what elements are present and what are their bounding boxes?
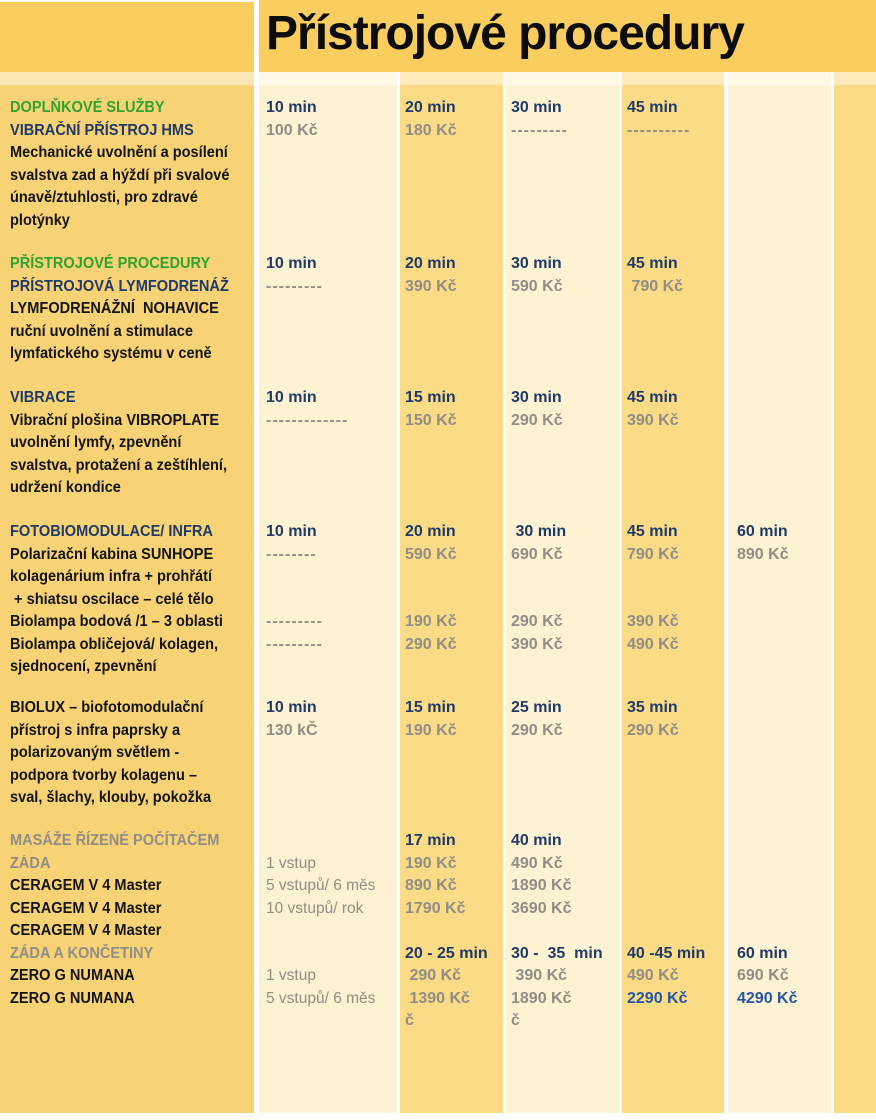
doplnkove-sluzby-description-line: plotýnky xyxy=(10,211,70,229)
vibrace-duration-cell: 30 min xyxy=(511,389,562,406)
pristrojove-procedury-duration-cell: 20 min xyxy=(405,255,456,272)
fotobiomodulace-infra-price-cell: 790 Kč xyxy=(627,545,679,563)
right-edge-column xyxy=(834,72,876,1113)
doplnkove-sluzby-section-title: DOPLŇKOVÉ SLUŽBY xyxy=(10,99,165,116)
masaze-rizene-pocitacem-price-cell: 1890 Kč xyxy=(511,989,572,1007)
pristrojove-procedury-price-cell: 390 Kč xyxy=(405,277,457,295)
doplnkove-sluzby-price-cell: 180 Kč xyxy=(405,121,457,139)
doplnkove-sluzby-description-line: únavě/ztuhlosti, pro zdravé xyxy=(10,189,198,206)
pristrojove-procedury-price-cell: 590 Kč xyxy=(511,277,563,295)
fotobiomodulace-infra-price-cell: 890 Kč xyxy=(737,545,789,563)
fotobiomodulace-infra-price-cell: 390 Kč xyxy=(627,613,679,630)
biolux-description-line: přístroj s infra paprsky a xyxy=(10,721,181,739)
vibrace-price-cell: 390 Kč xyxy=(627,411,679,429)
masaze-rizene-pocitacem-description-line: ZERO G NUMANA xyxy=(10,967,135,984)
masaze-rizene-pocitacem-entry-cell: 1 vstup xyxy=(266,967,316,984)
vibrace-duration-cell: 15 min xyxy=(405,389,456,406)
fotobiomodulace-infra-price-cell: -------- xyxy=(266,545,317,563)
pristrojove-procedury-price-cell: --------- xyxy=(266,277,323,295)
fotobiomodulace-infra-description-line: + shiatsu oscilace – celé tělo xyxy=(10,590,214,608)
masaze-rizene-pocitacem-price-cell: č xyxy=(511,1012,520,1029)
page-title: Přístrojové procedury xyxy=(266,7,744,60)
masaze-rizene-pocitacem-duration-cell: 40 -45 min xyxy=(627,944,706,962)
masaze-rizene-pocitacem-description-line: ZÁDA xyxy=(10,854,51,872)
vibrace-description-line: Vibrační plošina VIBROPLATE xyxy=(10,411,220,429)
vibrace-description-line: svalstva, protažení a zeštíhlení, xyxy=(10,456,228,474)
masaze-rizene-pocitacem-entry-cell: 10 vstupů/ rok xyxy=(266,899,364,917)
vibrace-price-cell: ------------- xyxy=(266,411,349,429)
masaze-rizene-pocitacem-price-cell: 4290 Kč xyxy=(737,989,798,1007)
fotobiomodulace-infra-duration-cell: 20 min xyxy=(405,523,456,540)
fotobiomodulace-infra-duration-cell: 45 min xyxy=(627,523,678,540)
biolux-price-cell: 130 kČ xyxy=(266,721,318,739)
pristrojove-procedury-description-line: ruční uvolnění a stimulace xyxy=(10,322,193,340)
fotobiomodulace-infra-description-line: sjednocení, zpevnění xyxy=(10,658,157,675)
masaze-rizene-pocitacem-price-cell: 890 Kč xyxy=(405,877,457,894)
masaze-rizene-pocitacem-price-cell: 490 Kč xyxy=(627,967,679,984)
pristrojove-procedury-description-line: lymfatického systému v ceně xyxy=(10,345,212,362)
pristrojove-procedury-description-line: LYMFODRENÁŽNÍ NOHAVICE xyxy=(10,300,219,317)
pristrojove-procedury-duration-cell: 10 min xyxy=(266,255,317,272)
pristrojove-procedury-section-title: PŘÍSTROJOVÉ PROCEDURY xyxy=(10,255,211,272)
masaze-rizene-pocitacem-price-cell: 390 Kč xyxy=(511,967,568,984)
price-column-1 xyxy=(259,72,397,1113)
masaze-rizene-pocitacem-description-line: CERAGEM V 4 Master xyxy=(10,922,162,939)
masaze-rizene-pocitacem-description-line: ZÁDA A KONČETINY xyxy=(10,944,154,962)
biolux-section-title: BIOLUX – biofotomodulační xyxy=(10,699,204,716)
masaze-rizene-pocitacem-entry-cell: 5 vstupů/ 6 měs xyxy=(266,877,376,894)
biolux-duration-cell: 15 min xyxy=(405,699,456,716)
doplnkove-sluzby-duration-cell: 20 min xyxy=(405,99,456,116)
biolux-description-line: podpora tvorby kolagenu – xyxy=(10,766,198,784)
doplnkove-sluzby-price-cell: --------- xyxy=(511,121,568,139)
biolux-price-cell: 290 Kč xyxy=(627,721,679,739)
fotobiomodulace-infra-description-line: kolagenárium infra + prohřátí xyxy=(10,568,213,585)
masaze-rizene-pocitacem-entry-cell: 5 vstupů/ 6 měs xyxy=(266,989,376,1007)
pristrojove-procedury-price-cell: 790 Kč xyxy=(627,277,684,295)
doplnkove-sluzby-duration-cell: 45 min xyxy=(627,99,678,116)
fotobiomodulace-infra-section-title: FOTOBIOMODULACE/ INFRA xyxy=(10,523,213,540)
fotobiomodulace-infra-price-cell: 690 Kč xyxy=(511,545,563,563)
fotobiomodulace-infra-price-cell: 290 Kč xyxy=(405,635,457,653)
biolux-description-line: polarizovaným světlem - xyxy=(10,744,180,761)
biolux-duration-cell: 35 min xyxy=(627,699,678,716)
header-spacer-row xyxy=(0,72,876,85)
masaze-rizene-pocitacem-price-cell: č xyxy=(405,1012,414,1029)
masaze-rizene-pocitacem-duration-cell: 60 min xyxy=(737,944,788,962)
biolux-description-line: sval, šlachy, klouby, pokožka xyxy=(10,789,212,806)
masaze-rizene-pocitacem-description-line: CERAGEM V 4 Master xyxy=(10,877,162,894)
vibrace-section-title: VIBRACE xyxy=(10,389,76,406)
doplnkove-sluzby-description-line: VIBRAČNÍ PŘÍSTROJ HMS xyxy=(10,121,194,139)
biolux-price-cell: 190 Kč xyxy=(405,721,457,739)
doplnkove-sluzby-duration-cell: 10 min xyxy=(266,99,317,116)
masaze-rizene-pocitacem-description-line: ZERO G NUMANA xyxy=(10,989,135,1007)
masaze-rizene-pocitacem-price-cell: 1890 Kč xyxy=(511,877,572,894)
doplnkove-sluzby-description-line: Mechanické uvolnění a posílení xyxy=(10,144,228,161)
masaze-rizene-pocitacem-price-cell: 490 Kč xyxy=(511,854,563,872)
masaze-rizene-pocitacem-description-line: CERAGEM V 4 Master xyxy=(10,899,162,917)
masaze-rizene-pocitacem-section-title: MASÁŽE ŘÍZENÉ POČÍTAČEM xyxy=(10,832,220,849)
fotobiomodulace-infra-description-line: Biolampa obličejová/ kolagen, xyxy=(10,635,219,653)
pristrojove-procedury-description-line: PŘÍSTROJOVÁ LYMFODRENÁŽ xyxy=(10,277,229,295)
biolux-duration-cell: 10 min xyxy=(266,699,317,716)
masaze-rizene-pocitacem-duration-cell: 40 min xyxy=(511,832,562,849)
masaze-rizene-pocitacem-price-cell: 2290 Kč xyxy=(627,989,688,1007)
doplnkove-sluzby-description-line: svalstva zad a hýždí při svalové xyxy=(10,166,230,184)
fotobiomodulace-infra-duration-cell: 30 min xyxy=(511,523,567,540)
pristrojove-procedury-duration-cell: 30 min xyxy=(511,255,562,272)
pristrojove-procedury-duration-cell: 45 min xyxy=(627,255,678,272)
masaze-rizene-pocitacem-price-cell: 290 Kč xyxy=(405,967,462,984)
fotobiomodulace-infra-duration-cell: 60 min xyxy=(737,523,788,540)
vibrace-description-line: udržení kondice xyxy=(10,479,121,496)
masaze-rizene-pocitacem-price-cell: 3690 Kč xyxy=(511,899,572,917)
doplnkove-sluzby-price-cell: 100 Kč xyxy=(266,121,318,139)
vibrace-duration-cell: 10 min xyxy=(266,389,317,406)
fotobiomodulace-infra-price-cell: 190 Kč xyxy=(405,613,457,630)
biolux-duration-cell: 25 min xyxy=(511,699,562,716)
vibrace-description-line: uvolnění lymfy, zpevnění xyxy=(10,434,182,451)
vibrace-price-cell: 290 Kč xyxy=(511,411,563,429)
fotobiomodulace-infra-price-cell: 390 Kč xyxy=(511,635,563,653)
fotobiomodulace-infra-price-cell: --------- xyxy=(266,613,323,630)
doplnkove-sluzby-duration-cell: 30 min xyxy=(511,99,562,116)
header-left-cell xyxy=(0,0,254,72)
fotobiomodulace-infra-price-cell: --------- xyxy=(266,635,323,653)
masaze-rizene-pocitacem-price-cell: 190 Kč xyxy=(405,854,457,872)
fotobiomodulace-infra-price-cell: 590 Kč xyxy=(405,545,457,563)
masaze-rizene-pocitacem-price-cell: 690 Kč xyxy=(737,967,789,984)
masaze-rizene-pocitacem-duration-cell: 20 - 25 min xyxy=(405,944,488,962)
vibrace-duration-cell: 45 min xyxy=(627,389,678,406)
fotobiomodulace-infra-price-cell: 490 Kč xyxy=(627,635,679,653)
fotobiomodulace-infra-duration-cell: 10 min xyxy=(266,523,317,540)
fotobiomodulace-infra-description-line: Biolampa bodová /1 – 3 oblasti xyxy=(10,613,223,630)
masaze-rizene-pocitacem-price-cell: 1790 Kč xyxy=(405,899,466,917)
fotobiomodulace-infra-price-cell: 290 Kč xyxy=(511,613,563,630)
biolux-price-cell: 290 Kč xyxy=(511,721,563,739)
masaze-rizene-pocitacem-entry-cell: 1 vstup xyxy=(266,854,316,872)
doplnkove-sluzby-price-cell: ---------- xyxy=(627,121,691,139)
fotobiomodulace-infra-description-line: Polarizační kabina SUNHOPE xyxy=(10,545,214,563)
vibrace-price-cell: 150 Kč xyxy=(405,411,457,429)
masaze-rizene-pocitacem-duration-cell: 30 - 35 min xyxy=(511,944,603,962)
masaze-rizene-pocitacem-price-cell: 1390 Kč xyxy=(405,989,470,1007)
masaze-rizene-pocitacem-duration-cell: 17 min xyxy=(405,832,456,849)
